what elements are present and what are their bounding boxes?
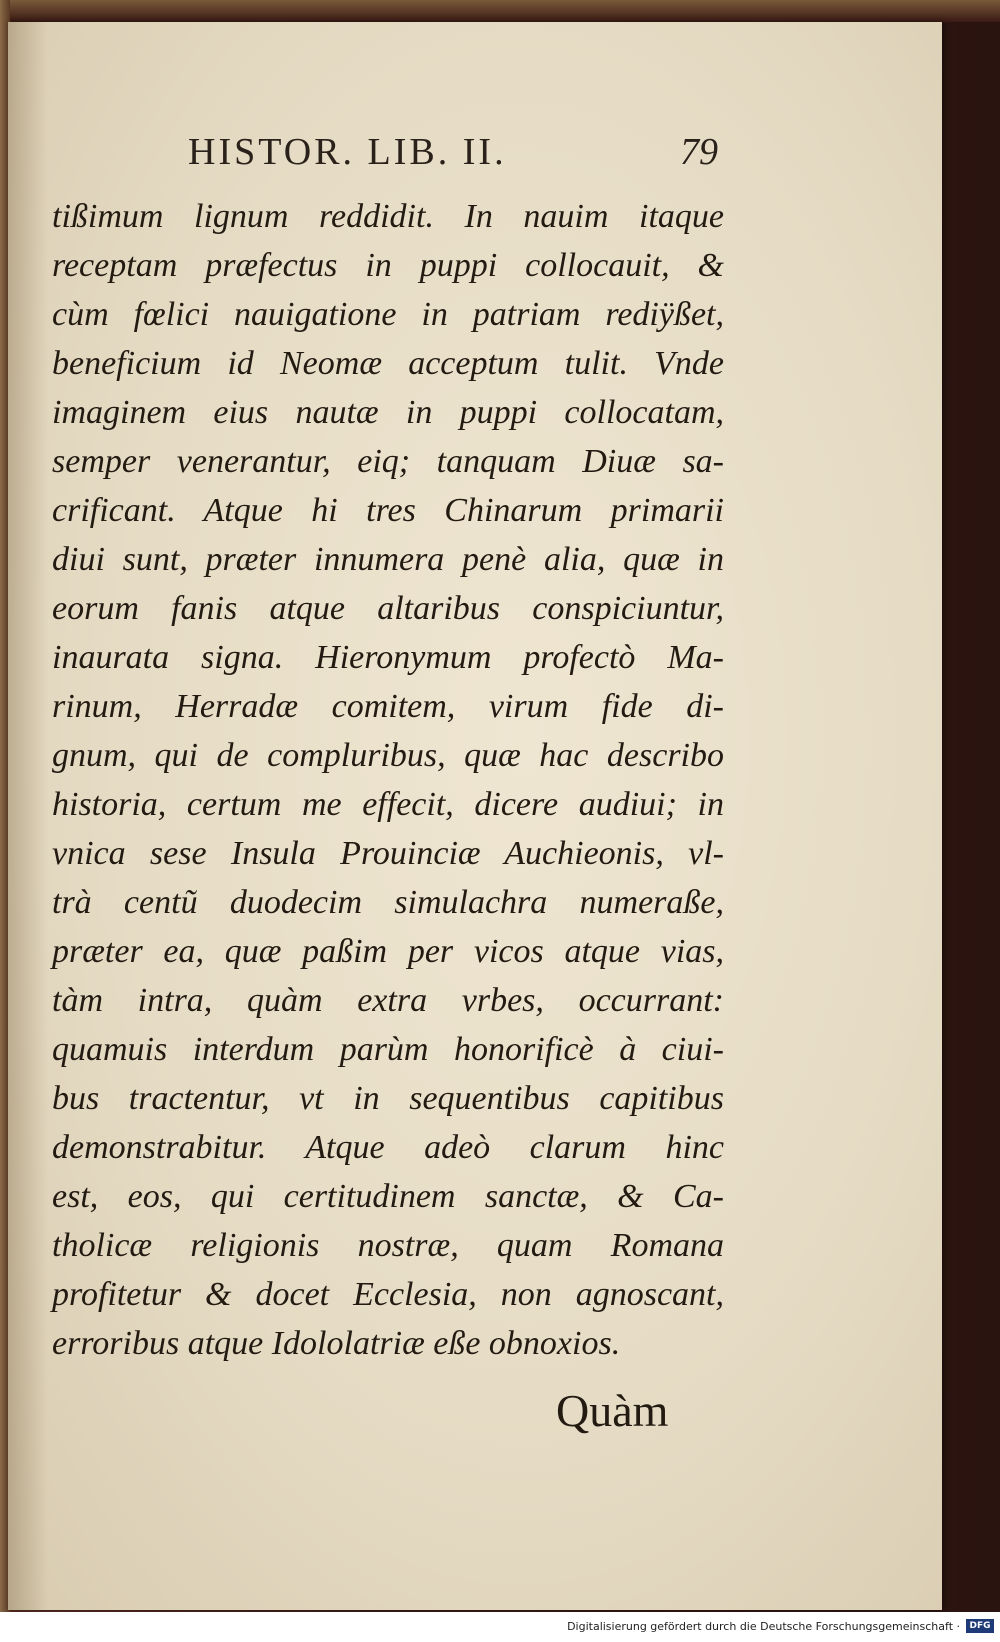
text-line: est, eos, qui certitudinem sanctæ, & Ca-: [52, 1178, 724, 1215]
text-line: semper venerantur, eiq; tanquam Diuæ sa-: [52, 443, 724, 480]
text-line: cùm fœlici nauigatione in patriam rediÿßet,: [52, 296, 724, 333]
body-text: [52, 192, 724, 1368]
text-line last-line: erroribus atque Idololatriæ eße obnoxios.: [52, 1325, 621, 1362]
text-line: gnum, qui de compluribus, quæ hac describo: [52, 737, 724, 774]
text-line: tholicæ religionis nostræ, quam Romana: [52, 1227, 724, 1264]
text-line: eorum fanis atque altaribus conspiciuntur,: [52, 590, 724, 627]
cover-top-edge: [0, 0, 1000, 22]
text-line: vnica sese Insula Prouinciæ Auchieonis, vl-: [52, 835, 724, 872]
text-line: beneficium id Neomæ acceptum tulit. Vnde: [52, 345, 724, 382]
page-number: 79: [680, 131, 718, 173]
text-line: inaurata signa. Hieronymum profectò Ma-: [52, 639, 724, 676]
text-line: trà centũ duodecim simulachra numeraße,: [52, 884, 724, 921]
funding-notice: Digitalisierung gefördert durch die Deutsche Forschungsgemeinschaft ·: [567, 1620, 960, 1633]
text-line: bus tractentur, vt in sequentibus capitibus: [52, 1080, 724, 1117]
text-line: crificant. Atque hi tres Chinarum primarii: [52, 492, 724, 529]
dfg-logo: DFG: [966, 1619, 994, 1633]
page-header: [178, 130, 718, 180]
text-line: tàm intra, quàm extra vrbes, occurrant:: [52, 982, 724, 1019]
catchword: Quàm: [556, 1385, 669, 1436]
text-line: historia, certum me effecit, dicere audiui; in: [52, 786, 724, 823]
book-page: [8, 22, 942, 1610]
text-line: diui sunt, præter innumera penè alia, quæ in: [52, 541, 724, 578]
footer-bar: [0, 1612, 1000, 1642]
text-line: receptam præfectus in puppi collocauit, &: [52, 247, 724, 284]
text-line: profitetur & docet Ecclesia, non agnoscant,: [52, 1276, 724, 1313]
text-line: demonstrabitur. Atque adeò clarum hinc: [52, 1129, 724, 1166]
text-line: imaginem eius nautæ in puppi collocatam,: [52, 394, 724, 431]
text-line: tißimum lignum reddidit. In nauim itaque: [52, 198, 724, 235]
text-line: rinum, Herradæ comitem, virum fide di-: [52, 688, 724, 725]
text-line: quamuis interdum parùm honorificè à ciui-: [52, 1031, 724, 1068]
running-title: HISTOR. LIB. II.: [188, 131, 507, 173]
text-line: præter ea, quæ paßim per vicos atque vias,: [52, 933, 724, 970]
